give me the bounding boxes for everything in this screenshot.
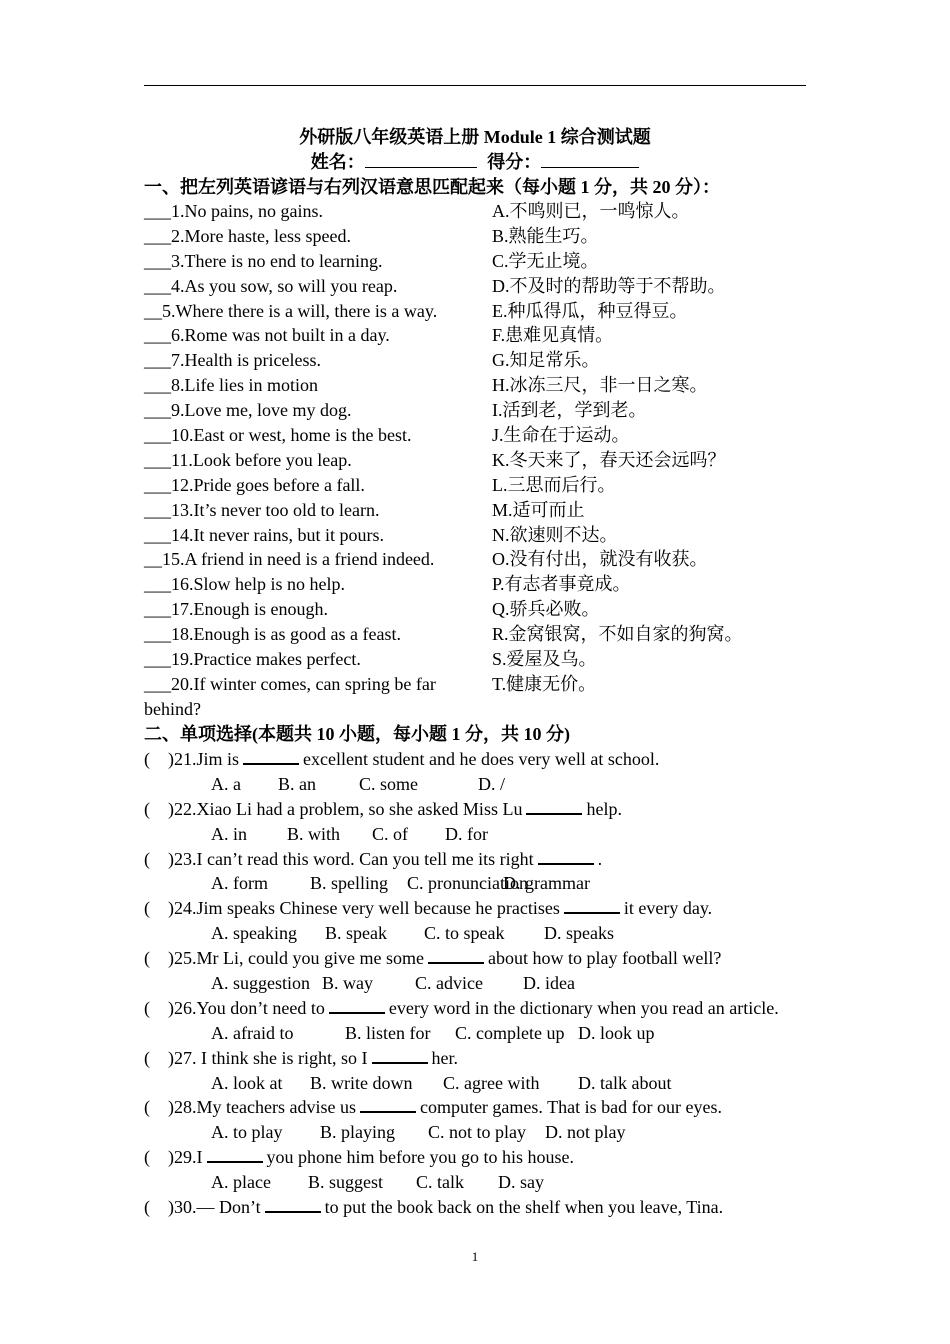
answer-blank[interactable] bbox=[428, 948, 484, 964]
proverb-chinese-item: H.冰冻三尺，非一日之寒。 bbox=[492, 375, 708, 396]
option-item[interactable]: C. advice bbox=[415, 973, 483, 994]
proverb-english-item: ___6.Rome was not built in a day. bbox=[144, 325, 390, 346]
answer-paren-open: ( bbox=[144, 1197, 150, 1218]
question-line bbox=[144, 996, 824, 1021]
option-item[interactable]: C. of bbox=[372, 823, 408, 844]
proverb-english-item: __15.A friend in need is a friend indeed. bbox=[144, 549, 435, 570]
question-number: )22. bbox=[168, 798, 197, 819]
question-line bbox=[144, 896, 824, 921]
answer-paren-open: ( bbox=[144, 1047, 150, 1068]
proverb-english-item: ___11.Look before you leap. bbox=[144, 449, 352, 470]
option-item[interactable]: C. talk bbox=[416, 1172, 464, 1193]
proverb-english-item: ___8.Life lies in motion bbox=[144, 375, 318, 396]
option-item[interactable]: D. idea bbox=[523, 973, 575, 994]
options-line bbox=[144, 971, 824, 996]
proverb-english-item: ___9.Love me, love my dog. bbox=[144, 400, 352, 421]
question-number: )26. bbox=[168, 997, 197, 1018]
proverb-english-item: ___13.It’s never too old to learn. bbox=[144, 499, 380, 520]
question-line bbox=[144, 797, 824, 822]
proverb-chinese-item: Q.骄兵必败。 bbox=[492, 599, 600, 620]
proverb-chinese-item: E.种瓜得瓜，种豆得豆。 bbox=[492, 300, 688, 321]
answer-blank[interactable] bbox=[564, 898, 620, 914]
answer-blank[interactable] bbox=[360, 1097, 416, 1113]
answer-paren-open: ( bbox=[144, 749, 150, 769]
option-item[interactable]: A. suggestion bbox=[211, 973, 310, 994]
question-text-before: Jim is bbox=[196, 749, 240, 769]
question-line bbox=[144, 847, 824, 872]
page-number: 1 bbox=[471, 1249, 479, 1264]
question-line bbox=[144, 747, 824, 772]
proverb-english-item: ___7.Health is priceless. bbox=[144, 350, 321, 371]
option-item[interactable]: B. speak bbox=[325, 923, 387, 944]
answer-blank[interactable] bbox=[265, 1197, 321, 1213]
section1-heading: 一、把左列英语谚语与右列汉语意思匹配起来（每小题 1 分，共 20 分）： bbox=[144, 177, 720, 197]
answer-blank[interactable] bbox=[538, 849, 594, 865]
answer-blank[interactable] bbox=[243, 749, 299, 765]
proverb-chinese-item: T.健康无价。 bbox=[492, 673, 597, 694]
answer-paren-open: ( bbox=[144, 798, 150, 819]
proverbs-english-list bbox=[144, 199, 474, 722]
proverb-chinese-item: G.知足常乐。 bbox=[492, 350, 600, 371]
question-number: )24. bbox=[168, 898, 197, 919]
question-text-after: excellent student and he does very well at school. bbox=[303, 749, 660, 769]
proverb-chinese-item: I.活到老，学到老。 bbox=[492, 400, 647, 421]
multiple-choice-list bbox=[144, 747, 824, 1220]
options-line bbox=[144, 822, 824, 847]
question-number: )29. bbox=[168, 1147, 197, 1168]
proverb-chinese-item: N.欲速则不达。 bbox=[492, 524, 618, 545]
options-line bbox=[144, 921, 824, 946]
option-item[interactable]: B. with bbox=[287, 823, 341, 844]
question-number: )30. bbox=[168, 1197, 197, 1218]
section2-heading: 二、单项选择(本题共 10 小题，每小题 1 分，共 10 分) bbox=[144, 724, 570, 744]
option-item[interactable]: D. talk about bbox=[578, 1072, 672, 1093]
proverb-english-item: __5.Where there is a will, there is a way. bbox=[144, 300, 438, 321]
proverb-english-item: ___19.Practice makes perfect. bbox=[144, 649, 361, 670]
question-text-after: it every day. bbox=[623, 898, 713, 919]
option-item[interactable]: C. pronunciation bbox=[407, 873, 528, 894]
option-item[interactable]: C. to speak bbox=[424, 923, 505, 944]
proverb-english-item: ___10.East or west, home is the best. bbox=[144, 425, 412, 446]
question-number: )27. bbox=[168, 1047, 197, 1068]
option-item[interactable]: A. form bbox=[211, 873, 268, 894]
question-text-before: Xiao Li had a problem, so she asked Miss Lu bbox=[196, 798, 523, 819]
options-line bbox=[144, 1021, 824, 1046]
proverb-english-item: ___2.More haste, less speed. bbox=[144, 225, 351, 246]
option-item[interactable]: D. grammar bbox=[503, 873, 590, 894]
answer-paren-open: ( bbox=[144, 848, 150, 869]
proverb-chinese-item: R.金窝银窝，不如自家的狗窝。 bbox=[492, 624, 743, 645]
answer-paren-open: ( bbox=[144, 1147, 150, 1168]
question-text-before: Mr Li, could you give me some bbox=[196, 948, 424, 969]
answer-blank[interactable] bbox=[372, 1048, 428, 1064]
proverb-chinese-item: F.患难见真情。 bbox=[492, 325, 614, 346]
option-item[interactable]: C. not to play bbox=[428, 1122, 526, 1143]
question-text-before: My teachers advise us bbox=[196, 1097, 356, 1118]
question-number: )23. bbox=[168, 848, 197, 869]
name-label: 姓名： bbox=[310, 152, 365, 172]
option-item[interactable]: B. spelling bbox=[310, 873, 389, 894]
option-item[interactable]: B. listen for bbox=[345, 1022, 431, 1043]
option-item[interactable]: D. / bbox=[478, 773, 505, 794]
option-item[interactable]: B. an bbox=[278, 773, 316, 794]
option-item[interactable]: A. speaking bbox=[211, 923, 297, 944]
option-item[interactable]: C. agree with bbox=[443, 1072, 540, 1093]
question-number: )25. bbox=[168, 948, 197, 969]
proverb-english-item: ___4.As you sow, so will you reap. bbox=[144, 275, 398, 296]
question-line bbox=[144, 946, 824, 971]
option-item[interactable]: A. to play bbox=[211, 1122, 283, 1143]
question-text-before: You don’t need to bbox=[196, 997, 325, 1018]
question-text-before: Jim speaks Chinese very well because he practises bbox=[196, 898, 560, 919]
page-title: 外研版八年级英语上册 Module 1 综合测试题 bbox=[299, 127, 651, 147]
name-score-line bbox=[144, 151, 806, 173]
option-item[interactable]: D. say bbox=[498, 1172, 544, 1193]
answer-paren-open: ( bbox=[144, 898, 150, 919]
option-item[interactable]: A. look at bbox=[211, 1072, 283, 1093]
proverb-chinese-item: O.没有付出，就没有收获。 bbox=[492, 549, 708, 570]
question-text-before: I bbox=[196, 1147, 203, 1168]
options-line bbox=[144, 772, 824, 797]
question-line bbox=[144, 1145, 824, 1170]
score-label: 得分： bbox=[487, 152, 542, 172]
question-text-before: I can’t read this word. Can you tell me its right bbox=[196, 848, 534, 869]
proverb-chinese-item: L.三思而后行。 bbox=[492, 474, 616, 495]
question-text-before: — Don’t bbox=[196, 1197, 261, 1218]
question-text-after: . bbox=[597, 848, 603, 869]
answer-blank[interactable] bbox=[329, 998, 385, 1014]
option-item[interactable]: A. afraid to bbox=[211, 1022, 294, 1043]
option-item[interactable]: D. look up bbox=[578, 1022, 655, 1043]
proverb-chinese-item: C.学无止境。 bbox=[492, 250, 599, 271]
option-item[interactable]: B. write down bbox=[310, 1072, 413, 1093]
option-item[interactable]: C. complete up bbox=[455, 1022, 565, 1043]
option-item[interactable]: D. for bbox=[445, 823, 488, 844]
proverb-chinese-item: K.冬天来了，春天还会远吗？ bbox=[492, 449, 726, 470]
proverb-english-item: ___3.There is no end to learning. bbox=[144, 250, 383, 271]
options-line bbox=[144, 1170, 824, 1195]
proverb-english-item: ___12.Pride goes before a fall. bbox=[144, 474, 365, 495]
option-item[interactable]: B. way bbox=[322, 973, 373, 994]
proverb-chinese-item: B.熟能生巧。 bbox=[492, 225, 599, 246]
option-item[interactable]: C. some bbox=[359, 773, 419, 794]
answer-paren-open: ( bbox=[144, 1097, 150, 1118]
option-item[interactable]: A. a bbox=[211, 773, 241, 794]
question-text-after: about how to play football well? bbox=[487, 948, 722, 969]
question-text-after: her. bbox=[431, 1047, 458, 1068]
answer-paren-open: ( bbox=[144, 997, 150, 1018]
option-item[interactable]: A. in bbox=[211, 823, 247, 844]
proverb-english-item: ___18.Enough is as good as a feast. bbox=[144, 624, 401, 645]
answer-blank[interactable] bbox=[207, 1147, 263, 1163]
header-rule bbox=[144, 85, 806, 86]
question-text-before: I think she is right, so I bbox=[196, 1047, 368, 1068]
proverb-chinese-item: D.不及时的帮助等于不帮助。 bbox=[492, 275, 726, 296]
options-line bbox=[144, 871, 824, 896]
question-text-after: computer games. That is bad for our eyes. bbox=[419, 1097, 723, 1118]
question-text-after: you phone him before you go to his house. bbox=[266, 1147, 574, 1168]
score-blank[interactable] bbox=[541, 151, 639, 168]
name-blank[interactable] bbox=[365, 151, 477, 168]
options-line bbox=[144, 1071, 824, 1096]
proverbs-chinese-list bbox=[492, 199, 812, 697]
proverb-english-item: ___1.No pains, no gains. bbox=[144, 201, 323, 221]
proverb-english-item: ___20.If winter comes, can spring be far behind? bbox=[144, 673, 436, 719]
question-line bbox=[144, 1095, 824, 1120]
question-number: )21. bbox=[168, 749, 197, 769]
proverb-chinese-item: P.有志者事竟成。 bbox=[492, 574, 631, 595]
proverb-english-item: ___16.Slow help is no help. bbox=[144, 574, 345, 595]
proverb-english-item: ___17.Enough is enough. bbox=[144, 599, 328, 620]
proverb-english-item: ___14.It never rains, but it pours. bbox=[144, 524, 384, 545]
question-line bbox=[144, 1195, 824, 1220]
proverb-chinese-item: M.适可而止 bbox=[492, 499, 585, 520]
option-item[interactable]: D. not play bbox=[545, 1122, 626, 1143]
question-text-after: help. bbox=[586, 798, 622, 819]
proverb-chinese-item: J.生命在于运动。 bbox=[492, 425, 630, 446]
question-number: )28. bbox=[168, 1097, 197, 1118]
option-item[interactable]: D. speaks bbox=[544, 923, 614, 944]
option-item[interactable]: B. playing bbox=[320, 1122, 395, 1143]
options-line bbox=[144, 1120, 824, 1145]
answer-blank[interactable] bbox=[526, 799, 582, 815]
question-text-after: every word in the dictionary when you read an article. bbox=[388, 997, 779, 1018]
question-line bbox=[144, 1046, 824, 1071]
proverb-chinese-item: S.爱屋及乌。 bbox=[492, 649, 597, 670]
option-item[interactable]: A. place bbox=[211, 1172, 271, 1193]
option-item[interactable]: B. suggest bbox=[308, 1172, 384, 1193]
question-text-after: to put the book back on the shelf when you leave, Tina. bbox=[324, 1197, 724, 1218]
answer-paren-open: ( bbox=[144, 948, 150, 969]
proverb-chinese-item: A.不鸣则已，一鸣惊人。 bbox=[492, 201, 690, 221]
